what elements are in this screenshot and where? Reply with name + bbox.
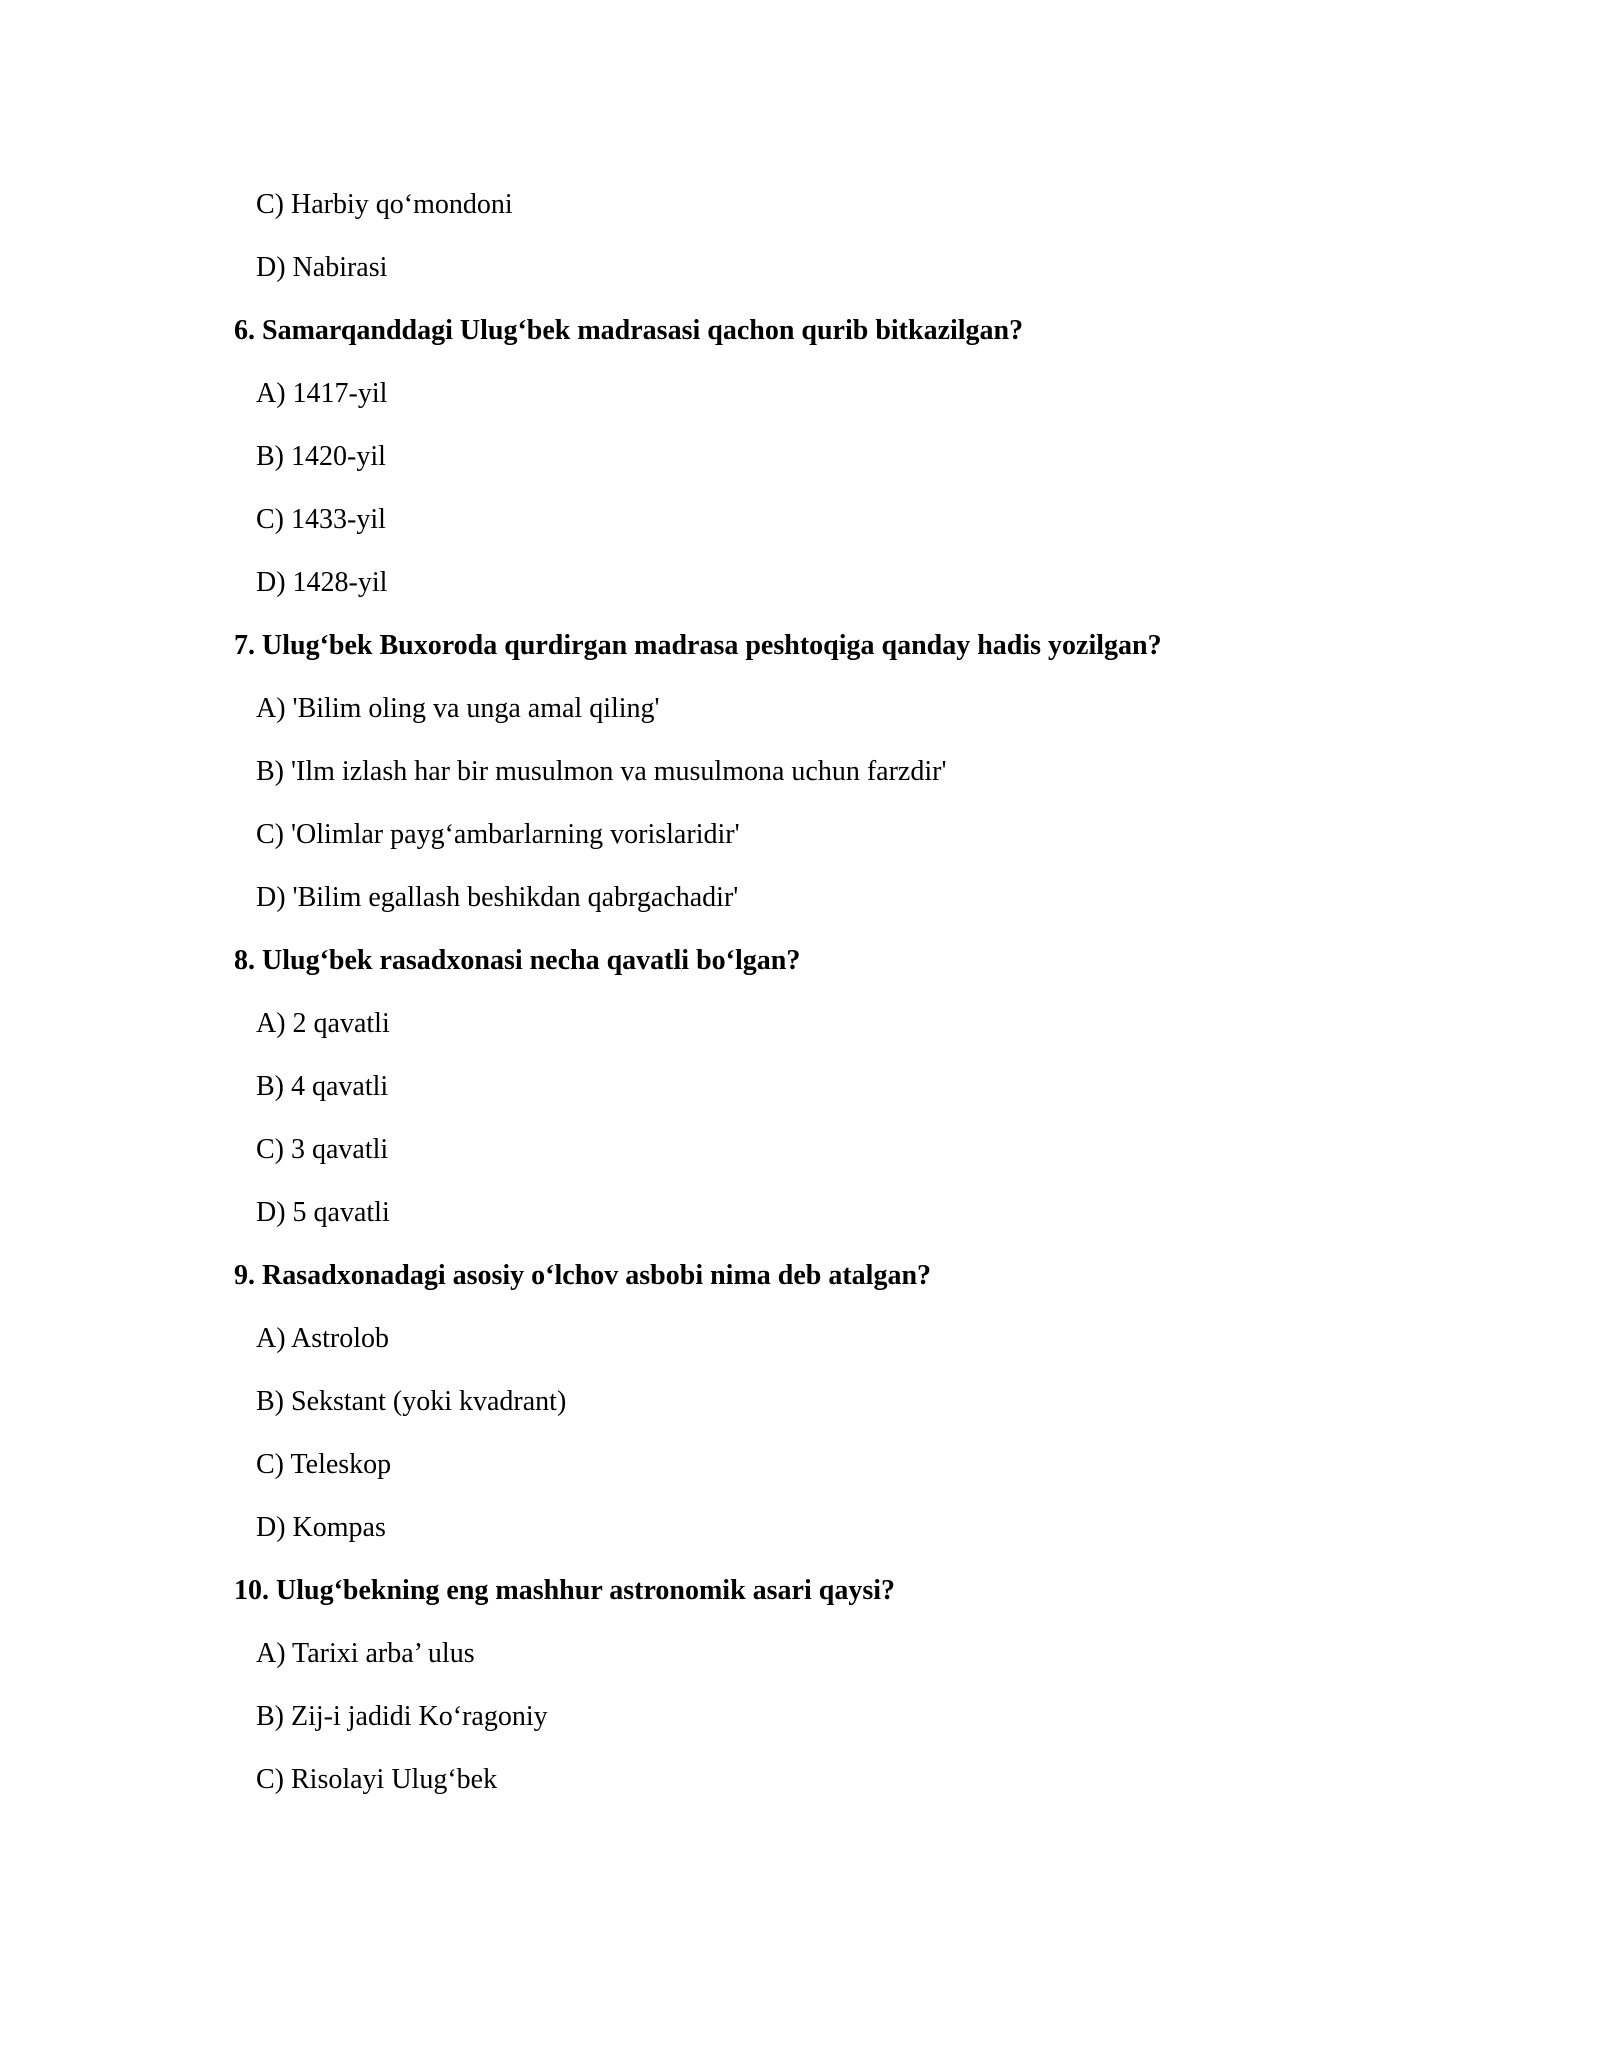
option-7b: B) 'Ilm izlash har bir musulmon va musulmona uchun farzdir' — [256, 756, 947, 787]
option-9c: C) Teleskop — [256, 1449, 392, 1480]
option-9d: D) Kompas — [256, 1512, 386, 1543]
option-8c: C) 3 qavatli — [256, 1134, 389, 1165]
option-10c: C) Risolayi Ulug‘bek — [256, 1764, 498, 1795]
option-6b: B) 1420-yil — [256, 441, 386, 472]
option-7c: C) 'Olimlar payg‘ambarlarning vorislaridir' — [256, 819, 740, 850]
option-8b: B) 4 qavatli — [256, 1071, 389, 1102]
option-5c: C) Harbiy qo‘mondoni — [256, 189, 513, 220]
option-6a: A) 1417-yil — [256, 378, 388, 409]
option-10b: B) Zij-i jadidi Ko‘ragoniy — [256, 1701, 548, 1732]
option-9b: B) Sekstant (yoki kvadrant) — [256, 1386, 567, 1417]
option-9a: A) Astrolob — [256, 1323, 389, 1354]
question-8: 8. Ulug‘bek rasadxonasi necha qavatli bo‘lgan? — [234, 945, 801, 976]
option-6d: D) 1428-yil — [256, 567, 388, 598]
question-6: 6. Samarqanddagi Ulug‘bek madrasasi qachon qurib bitkazilgan? — [234, 315, 1024, 346]
option-8d: D) 5 qavatli — [256, 1197, 390, 1228]
question-9: 9. Rasadxonadagi asosiy o‘lchov asbobi nima deb atalgan? — [234, 1260, 932, 1291]
option-5d: D) Nabirasi — [256, 252, 388, 283]
option-10a: A) Tarixi arba’ ulus — [256, 1638, 475, 1669]
question-10: 10. Ulug‘bekning eng mashhur astronomik asari qaysi? — [234, 1575, 895, 1606]
option-8a: A) 2 qavatli — [256, 1008, 390, 1039]
option-7d: D) 'Bilim egallash beshikdan qabrgachadir' — [256, 882, 739, 913]
option-7a: A) 'Bilim oling va unga amal qiling' — [256, 693, 660, 724]
question-7: 7. Ulug‘bek Buxoroda qurdirgan madrasa peshtoqiga qanday hadis yozilgan? — [234, 630, 1162, 661]
option-6c: C) 1433-yil — [256, 504, 386, 535]
